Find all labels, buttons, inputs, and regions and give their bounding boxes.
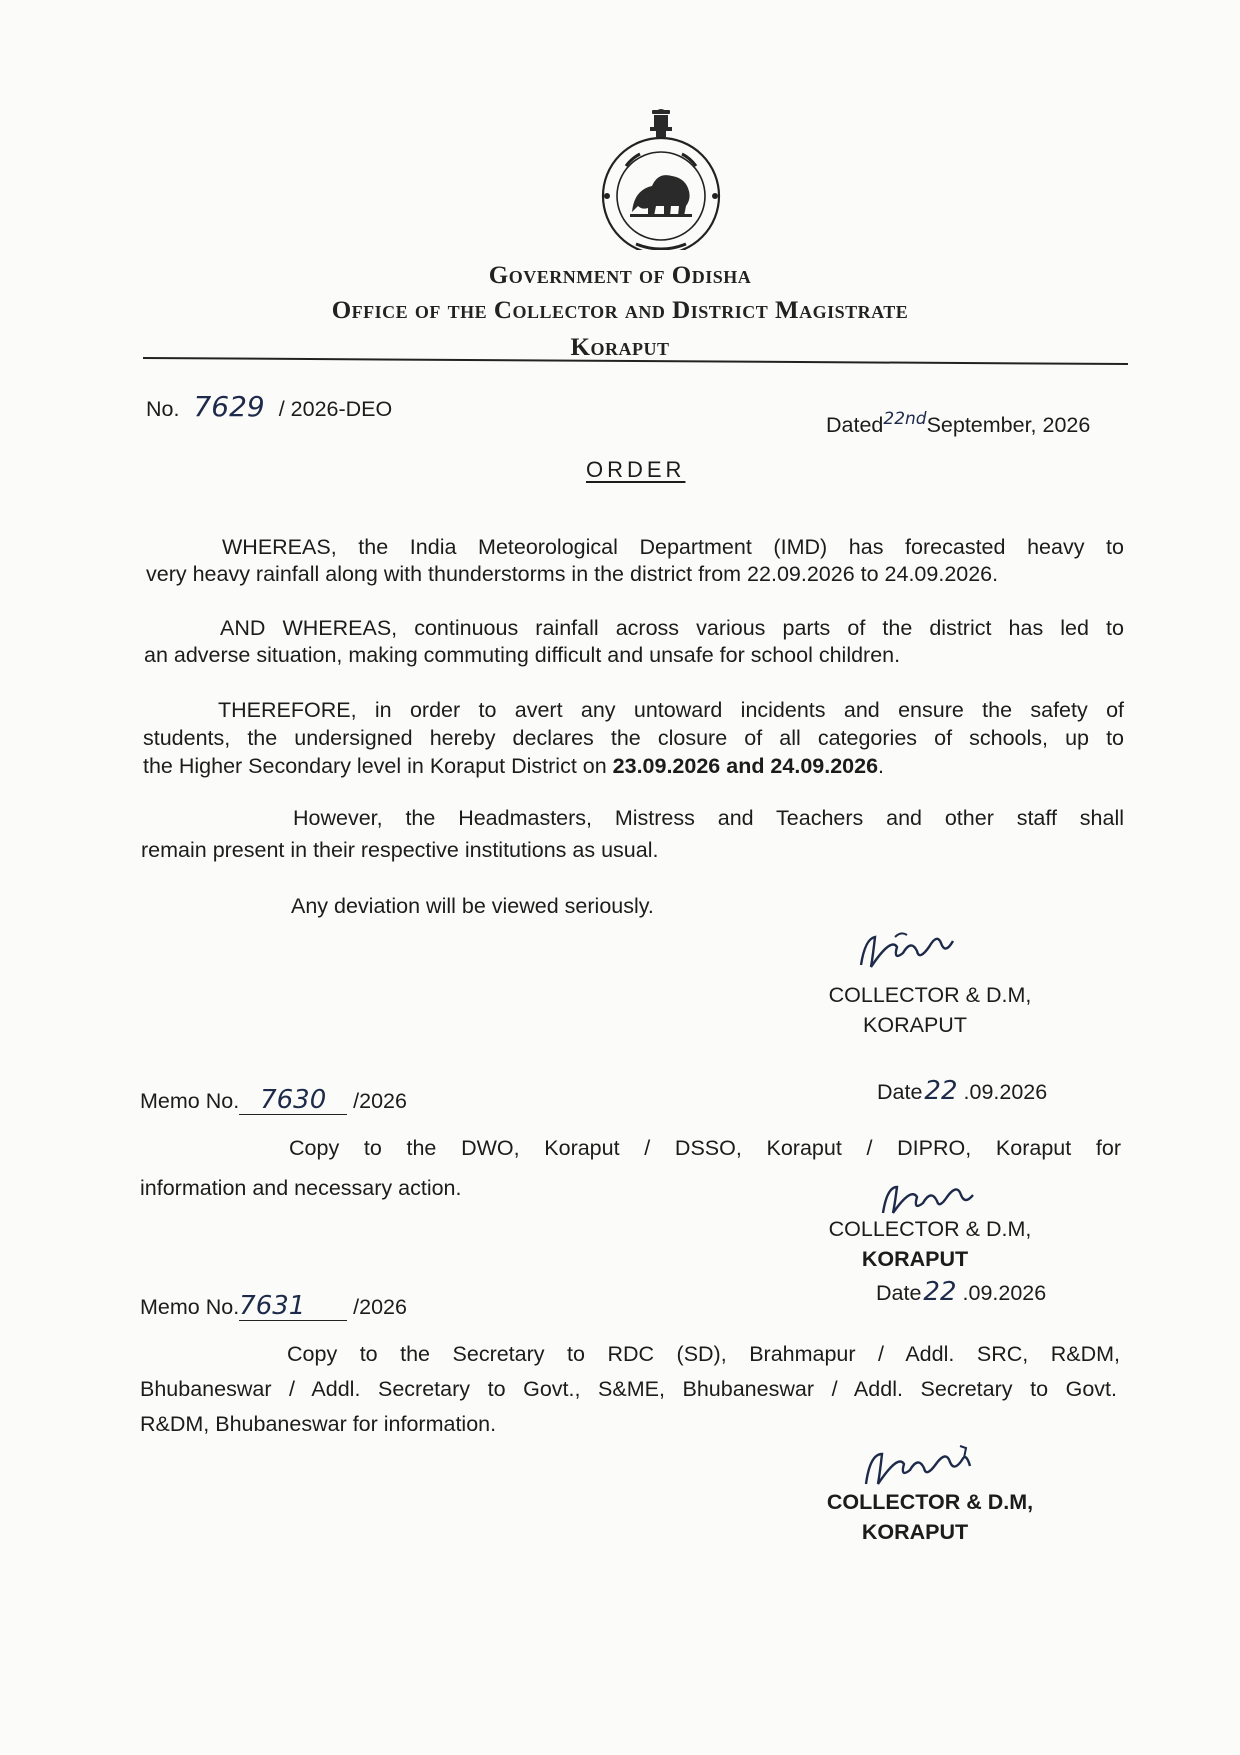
memo-1-copy-line-2: information and necessary action. xyxy=(140,1176,462,1200)
memo-1-number xyxy=(140,1086,407,1115)
memo-2-date-handwritten: 22 xyxy=(923,1277,957,1307)
memo-1-date-suffix: .09.2026 xyxy=(963,1080,1048,1104)
memo-2-number xyxy=(140,1292,407,1321)
memo-2-copy-line-2: Bhubaneswar / Addl. Secretary to Govt., S&ME, Bhubaneswar / Addl. Secretary to Govt. xyxy=(140,1377,1117,1401)
order-date-label: Dated xyxy=(826,413,884,437)
signature-1-designation: COLLECTOR & D.M, xyxy=(828,983,1032,1007)
paragraph-3-text: the Higher Secondary level in Koraput District on xyxy=(143,754,613,778)
memo-1-label: Memo No. xyxy=(140,1089,240,1113)
closure-dates: 23.09.2026 and 24.09.2026 xyxy=(612,754,879,778)
memo-1-handwritten: 7630 xyxy=(239,1086,347,1115)
memo-2-copy-line-1: Copy to the Secretary to RDC (SD), Brahmapur / Addl. SRC, R&DM, xyxy=(287,1342,1120,1366)
paragraph-3-line-3 xyxy=(143,752,1123,780)
paragraph-1-line-2: very heavy rainfall along with thunderstorms in the district from 22.09.2026 to 24.09.2026. xyxy=(146,562,999,586)
order-number-label: No. xyxy=(146,397,180,421)
memo-2-date xyxy=(876,1278,1046,1307)
signature-3-district: KORAPUT xyxy=(861,1520,969,1544)
odisha-emblem xyxy=(596,100,726,250)
signature-2-block xyxy=(800,1214,1060,1274)
memo-1-date xyxy=(877,1077,1047,1106)
signature-1-block xyxy=(800,980,1060,1040)
memo-1-date-label: Date xyxy=(877,1080,923,1104)
order-number-suffix: / 2026-DEO xyxy=(278,397,393,421)
signature-2-designation: COLLECTOR & D.M, xyxy=(828,1217,1032,1241)
memo-2-suffix: /2026 xyxy=(353,1295,407,1319)
order-number-handwritten: 7629 xyxy=(193,390,265,423)
paragraph-3-line-2: students, the undersigned hereby declares the closure of all categories of schools, up to xyxy=(143,726,1124,750)
paragraph-4-line-1: However, the Headmasters, Mistress and Teachers and other staff shall xyxy=(293,806,1124,830)
paragraph-1-line-1: WHEREAS, the India Meteorological Department (IMD) has forecasted heavy to xyxy=(222,535,1124,559)
signature-3-block xyxy=(800,1487,1060,1547)
paragraph-3-end: . xyxy=(878,754,885,778)
memo-1-date-handwritten: 22 xyxy=(924,1076,958,1106)
order-date-suffix: September, 2026 xyxy=(926,413,1091,437)
order-title-text: ORDER xyxy=(586,457,686,482)
header-government: Government of Odisha xyxy=(488,262,752,289)
header-office: Office of the Collector and District Magistrate xyxy=(331,297,909,324)
order-date-handwritten: 22nd xyxy=(883,409,927,429)
memo-2-handwritten: 7631 xyxy=(239,1292,347,1321)
paragraph-3-line-1: THEREFORE, in order to avert any untoward incidents and ensure the safety of xyxy=(218,698,1124,722)
memo-2-copy-line-3: R&DM, Bhubaneswar for information. xyxy=(140,1412,497,1436)
signature-1-scribble xyxy=(855,925,965,980)
memo-1-copy-line-1: Copy to the DWO, Koraput / DSSO, Koraput / DIPRO, Koraput for xyxy=(289,1136,1121,1160)
signature-2-district: KORAPUT xyxy=(861,1247,969,1271)
order-title xyxy=(586,456,685,484)
paragraph-4-line-2: remain present in their respective institutions as usual. xyxy=(141,838,659,862)
header-district: Koraput xyxy=(570,334,670,361)
memo-2-label: Memo No. xyxy=(140,1295,240,1319)
paragraph-2-line-2: an adverse situation, making commuting difficult and unsafe for school children. xyxy=(144,643,901,667)
memo-2-date-suffix: .09.2026 xyxy=(962,1281,1047,1305)
memo-1-suffix: /2026 xyxy=(353,1089,407,1113)
signature-1-district: KORAPUT xyxy=(863,1013,967,1037)
order-number xyxy=(146,390,393,423)
paragraph-2-line-1: AND WHEREAS, continuous rainfall across various parts of the district has led to xyxy=(220,616,1124,640)
signature-3-designation: COLLECTOR & D.M, xyxy=(826,1490,1034,1514)
order-date xyxy=(826,405,1090,439)
paragraph-5: Any deviation will be viewed seriously. xyxy=(291,894,654,918)
memo-2-date-label: Date xyxy=(876,1281,922,1305)
